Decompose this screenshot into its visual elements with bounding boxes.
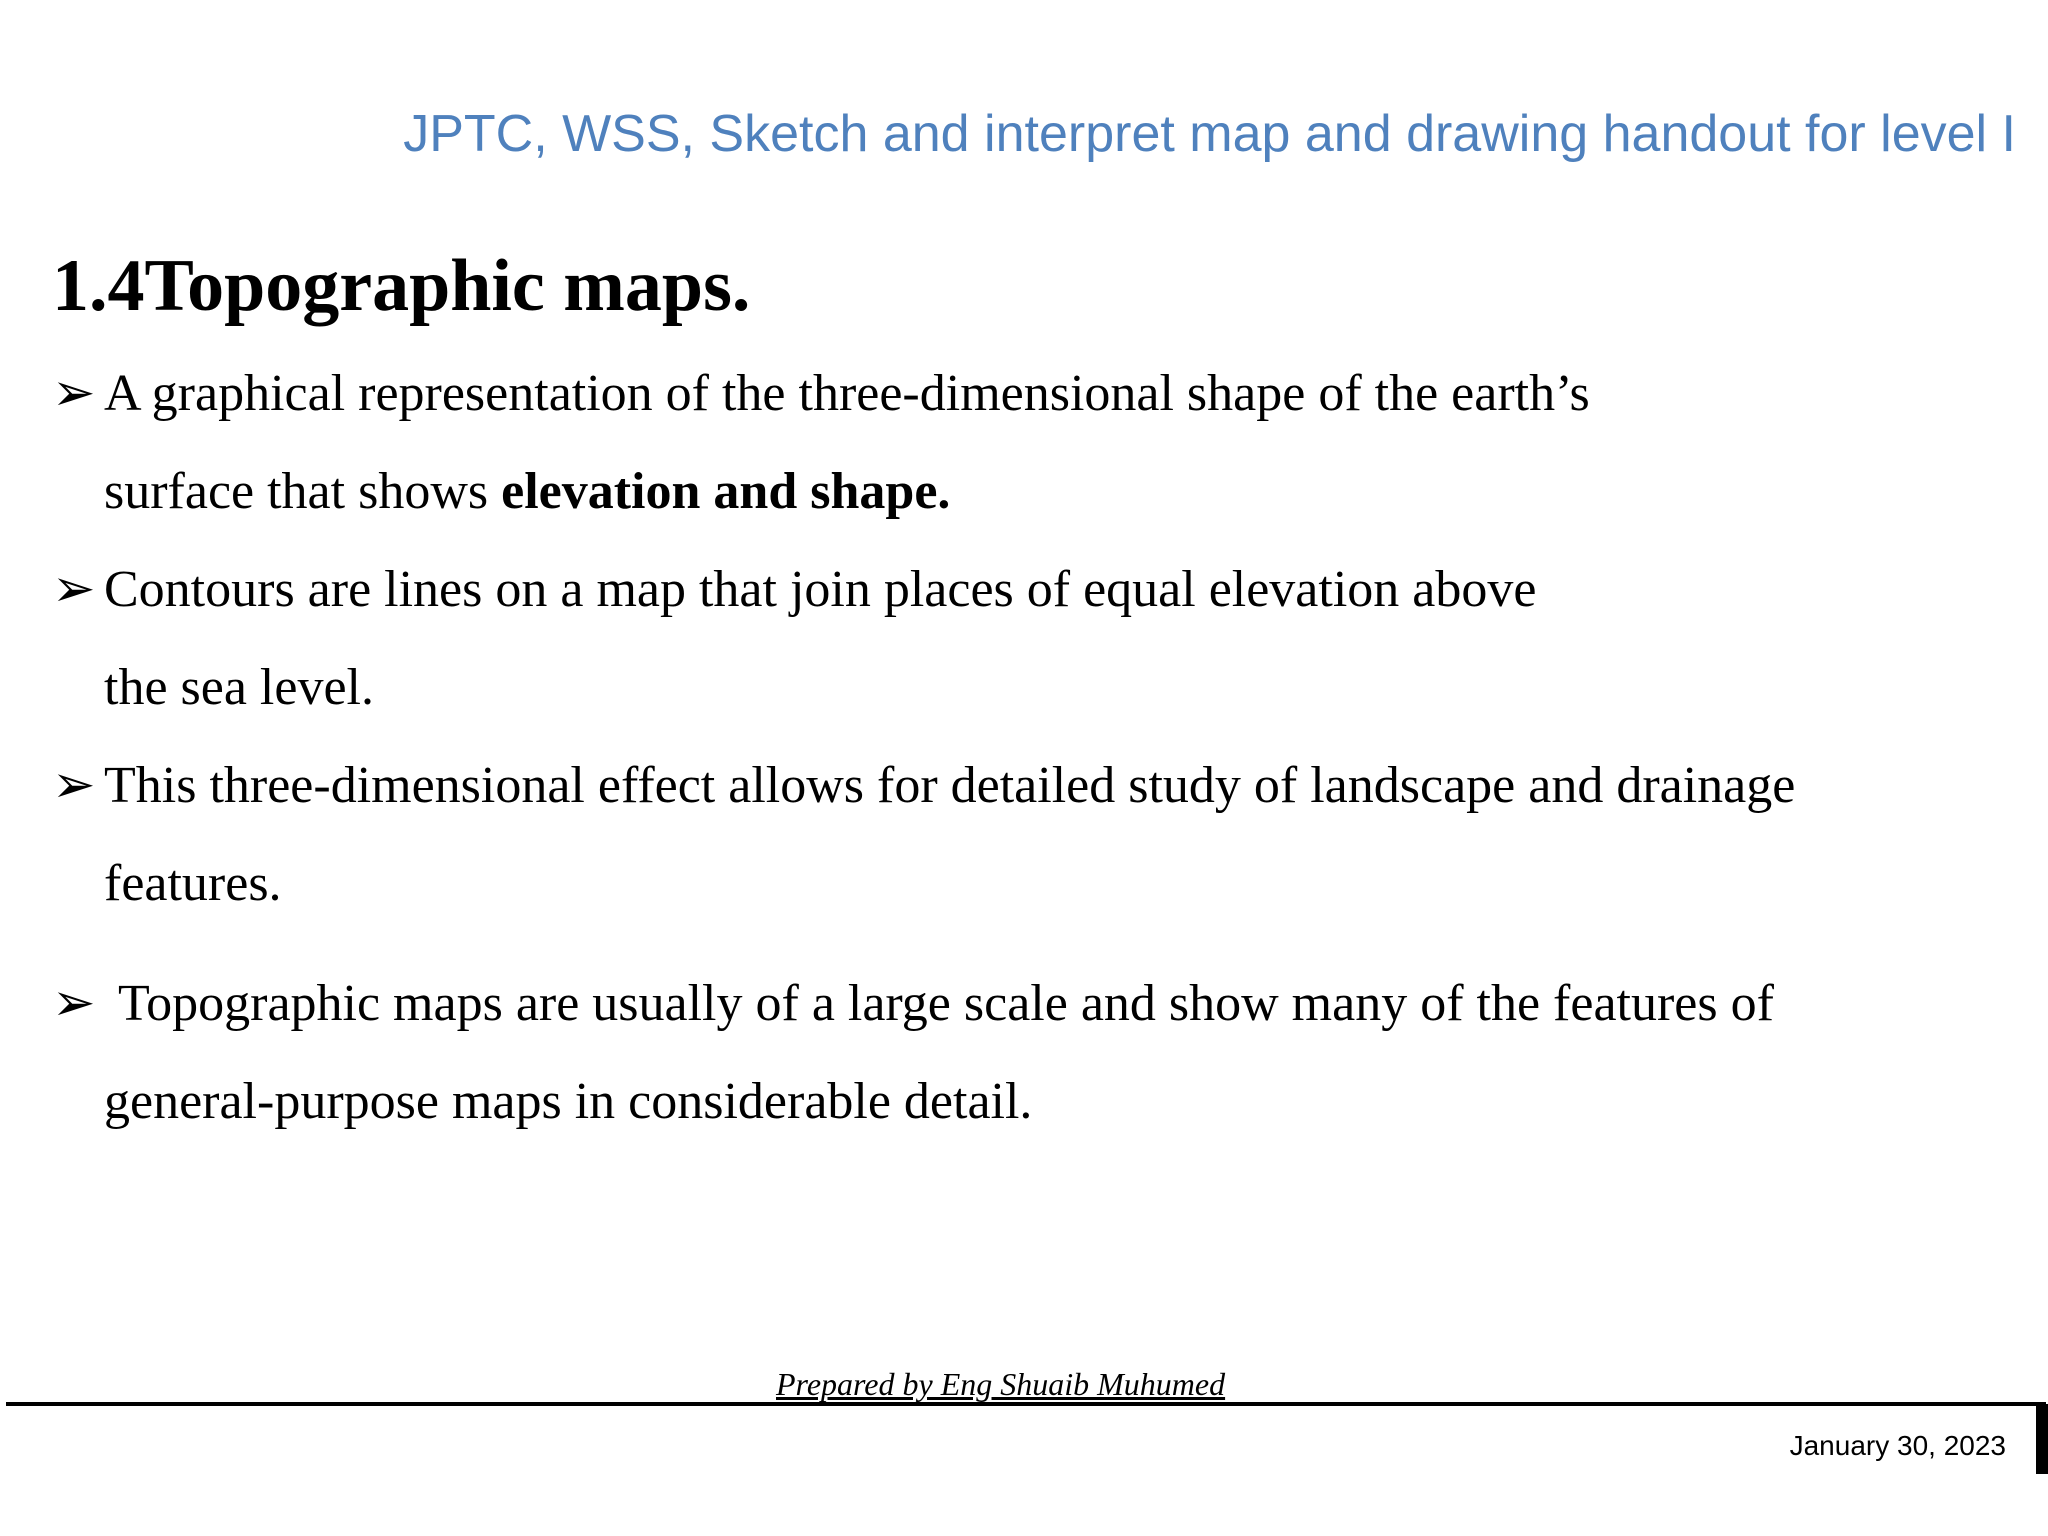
arrowhead-bullet-icon: ➢ (52, 365, 96, 422)
page-header-title: JPTC, WSS, Sketch and interpret map and drawing handout for level I (403, 105, 2016, 163)
bullet-item (52, 345, 1982, 541)
bullet-item (52, 955, 1982, 1151)
bullet-text-normal: surface that shows (104, 463, 502, 520)
footer-divider (6, 1402, 2046, 1406)
footer-date: January 30, 2023 (1789, 1430, 2006, 1461)
arrowhead-bullet-icon: ➢ (52, 561, 96, 618)
arrowhead-bullet-icon: ➢ (52, 975, 96, 1032)
bullet-text-line (52, 443, 1982, 541)
footer-edge-bar (2036, 1404, 2048, 1474)
bullet-text-line: A graphical representation of the three-dimensional shape of the earth’s (104, 365, 1590, 422)
arrowhead-bullet-icon: ➢ (52, 757, 96, 814)
bullet-text-line: This three-dimensional effect allows for detailed study of landscape and drainage (104, 757, 1796, 814)
bullet-text-line: the sea level. (104, 659, 374, 716)
bullet-text-line: general-purpose maps in considerable detail. (104, 1073, 1033, 1130)
bullet-item (52, 737, 1982, 933)
bullet-text-line: Contours are lines on a map that join places of equal elevation above (104, 561, 1537, 618)
bullet-item (52, 541, 1982, 737)
section-heading: 1.4Topographic maps. (52, 245, 751, 327)
bullet-text-line: features. (104, 855, 282, 912)
bullet-text-bold: elevation and shape. (501, 463, 951, 520)
prepared-by-credit: Prepared by Eng Shuaib Muhumed (776, 1366, 1226, 1402)
bullet-text-line: Topographic maps are usually of a large scale and show many of the features of (118, 975, 1774, 1032)
